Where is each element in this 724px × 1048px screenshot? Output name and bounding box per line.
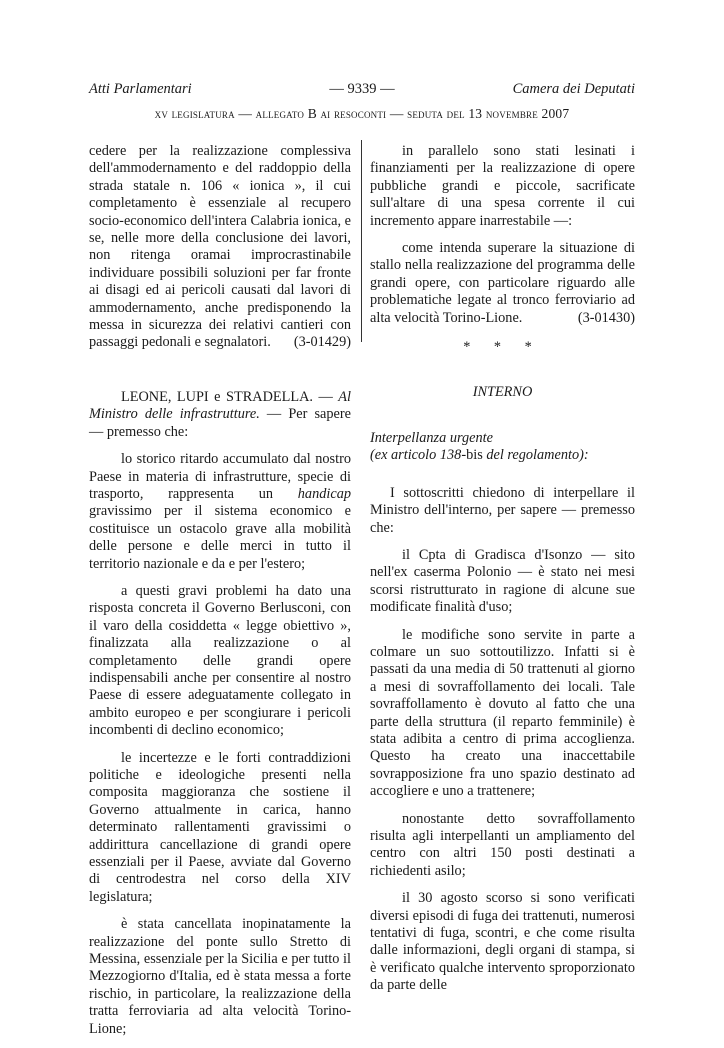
question-reference: (3-01429) (293, 334, 351, 351)
intro-text: — Per sapere — premesso che: (89, 406, 351, 440)
authors: LEONE, LUPI e STRADELLA. — (121, 388, 333, 405)
resoconti-label: ai resoconti (320, 106, 387, 121)
paragraph: le modifiche sono servite in parte a colmare un suo sottoutilizzo. Infatti si è passati da una media di 50 trattenuti al giorno a mesi di sovraffollamento dei locali. Tale sovraffollamento è dovuto al fatto che una parte della struttura (il reparto femminile) è stata adibita a centro di prima accoglienza. Questo ha creato una inaccettabile sovrapposizione fra uno spazio destinato ad accogliere e uno a trattenere; (370, 626, 635, 800)
paragraph (89, 143, 351, 352)
paragraph-text: lo storico ritardo accumulato dal nostro Paese in materia di infrastrutture, specie di trasporto, rappresenta un (89, 451, 351, 502)
session-day: 13 (468, 106, 483, 121)
column-divider (361, 140, 362, 342)
session-year: 2007 (541, 106, 570, 121)
paragraph: nonostante detto sovraffollamento risulta agli interpellanti un ampliamento del centro con altri 150 posti destinati a richiedenti asilo; (370, 810, 635, 879)
question-heading (89, 389, 351, 441)
page-header (89, 79, 635, 99)
paragraph (370, 240, 635, 327)
paragraph: è stata cancellata inopinatamente la realizzazione del ponte sullo Stretto di Messina, essenziale per la Sicilia e per tutto il Mezzogiorno d'Italia, ed è stata messa a forte rischio, in particolare, la realizzazione della tratta ferroviaria ad alta velocità Torino-Lione; (89, 916, 351, 1037)
paragraph: a questi gravi problemi ha dato una risposta concreta il Governo Berlusconi, con il varo della cosiddetta « legge obiettivo », finalizzata alla realizzazione o al completamento delle grandi opere indispensabili anche per consentire al nostro Paese di essere adeguatamente collegato in ambito europeo e per scongiurare i pericoli incombenti di declino economico; (89, 582, 351, 739)
paragraph-text: gravissimo per il sistema economico e costituisce un ostacolo grave alla mobilità delle persone e delle merci in tutto il territorio nazionale e da e per l'estero; (89, 503, 351, 572)
paragraph: il 30 agosto scorso si sono verificati diversi episodi di fuga dei trattenuti, numerosi tentativi di fuga, scontri, e che come risulta dalle informazioni, degli organi di stampa, si è verificato qualche intervento sproporzionato da parte delle (370, 890, 635, 994)
subheader-dash: — (389, 106, 404, 121)
allegato-letter: B (307, 106, 317, 121)
interp-sub-text: del regolamento): (486, 447, 589, 464)
section-separator: * * * (463, 339, 542, 356)
allegato-label: allegato (255, 106, 305, 121)
right-column (370, 143, 635, 1005)
paragraph: in parallelo sono stati lesinati i finanziamenti per la realizzazione di opere pubbliche grandi e piccole, sacrificate sull'altare di una spesa corrente il cui incremento appare inarrestabile —: (370, 143, 635, 229)
paragraph: le incertezze e le forti contraddizioni politiche e ideologiche presenti nella composita maggioranza che sostiene il Governo attualmente in carica, hanno determinato rallentamenti gravissimi o addirittura cancellazione di grandi opere essenziali per il Paese, avviate dal Governo di centrodestra nel corso della XIV legislatura; (89, 749, 351, 905)
header-chamber: Camera dei Deputati (512, 81, 635, 97)
left-column (89, 143, 351, 1048)
paragraph-text: cedere per la realizzazione complessiva dell'ammodernamento e del raddoppio della strada statale n. 106 « ionica », il cui completamento è essenziale al recupero socio-economico dell'intera Calabria ionica, e se, nelle more della conclusione dei lavori, non ritenga oramai improcrastinabile individuare possibili soluzioni per far fronte ai disagi ed ai pericoli causati dal lavori di ammodernamento, anche predisponendo la messa in sicurezza dei relativi cantieri con passaggi pedonali e segnalatori. (89, 143, 351, 351)
seduta-label: seduta del (407, 106, 465, 121)
page-number: — 9339 — (329, 81, 395, 97)
addressee: Al Ministro delle infrastrutture. (89, 388, 351, 423)
paragraph: I sottoscritti chiedono di interpellare il Ministro dell'interno, per sapere — premesso che: (370, 484, 635, 536)
legislature-label: xv legislatura (154, 106, 235, 121)
interpellation-heading (370, 430, 635, 447)
emphasis: handicap (297, 485, 351, 502)
session-subheader (89, 104, 635, 124)
subheader-dash: — (238, 106, 253, 121)
section-title: INTERNO (472, 384, 533, 401)
paragraph-text: come intenda superare la situazione di stallo nella realizzazione del programma delle grandi opere, con particolare riguardo alle problematiche legate al tronco ferroviario ad alta velocità Torino-Lione. (370, 240, 635, 326)
interp-sub-bis: bis (466, 447, 483, 464)
interp-sub-text: (ex articolo 138- (370, 447, 467, 464)
session-month: novembre (485, 106, 538, 121)
interpellation-title: Interpellanza urgente (370, 429, 493, 446)
question-reference: (3-01430) (577, 309, 635, 326)
paragraph (89, 451, 351, 573)
header-publication: Atti Parlamentari (89, 81, 192, 97)
paragraph: il Cpta di Gradisca d'Isonzo — sito nell'ex caserma Polonio — è stato nei mesi scorsi ristrutturato in ragione di alcune sue modificate finalità d'uso; (370, 546, 635, 616)
interpellation-subheading (370, 447, 635, 464)
